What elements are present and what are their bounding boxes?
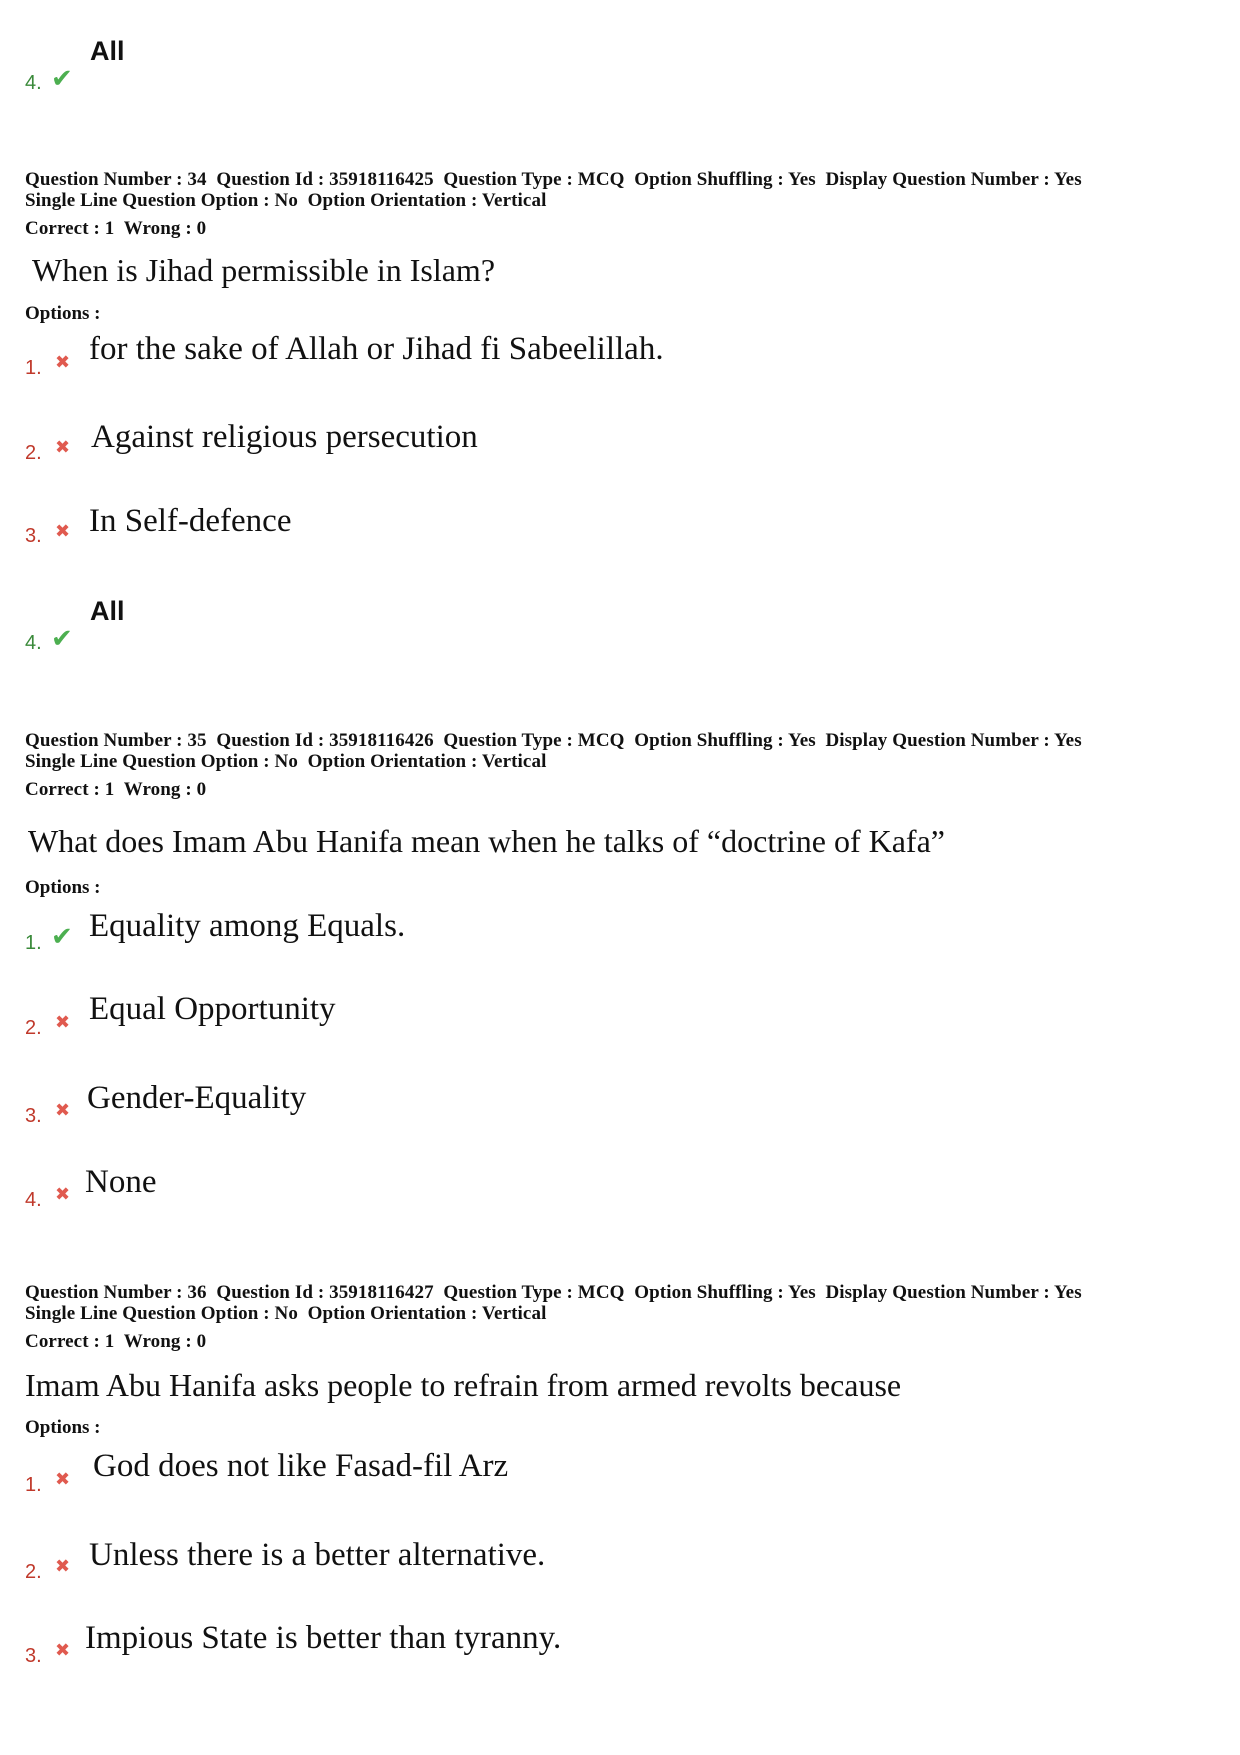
option-number: 1. <box>25 357 42 379</box>
question-marks: Correct : 1 Wrong : 0 <box>25 1331 207 1352</box>
option-number: 1. <box>25 932 42 954</box>
question-meta-line2: Single Line Question Option : No Option Orientation : Vertical <box>25 190 547 211</box>
question-meta-line1: Question Number : 36 Question Id : 35918116427 Question Type : MCQ Option Shuffling : Yes Display Question Number : Yes <box>25 1282 1082 1303</box>
cross-icon: ✖ <box>55 1184 71 1205</box>
options-label: Options : <box>25 877 101 898</box>
option-text: All <box>90 596 125 626</box>
cross-icon: ✖ <box>55 1469 71 1490</box>
option-number: 2. <box>25 442 42 464</box>
option-text: In Self-defence <box>89 503 292 539</box>
option-number: 4. <box>25 1189 42 1211</box>
option-number: 3. <box>25 1645 42 1667</box>
options-label: Options : <box>25 303 101 324</box>
option-text: for the sake of Allah or Jihad fi Sabeelillah. <box>89 331 664 367</box>
option-text: Unless there is a better alternative. <box>89 1537 546 1573</box>
cross-icon: ✖ <box>55 1556 71 1577</box>
option-number: 3. <box>25 525 42 547</box>
option-text: None <box>85 1164 157 1200</box>
cross-icon: ✖ <box>55 1640 71 1661</box>
option-text: Against religious persecution <box>91 419 478 455</box>
question-meta-line2: Single Line Question Option : No Option Orientation : Vertical <box>25 1303 547 1324</box>
option-text: Impious State is better than tyranny. <box>85 1620 562 1656</box>
cross-icon: ✖ <box>55 352 71 373</box>
question-text: Imam Abu Hanifa asks people to refrain from armed revolts because <box>25 1367 902 1403</box>
option-number: 4. <box>25 632 42 654</box>
check-icon: ✔ <box>51 922 73 952</box>
option-text: All <box>90 36 125 66</box>
question-marks: Correct : 1 Wrong : 0 <box>25 779 207 800</box>
option-number: 1. <box>25 1474 42 1496</box>
option-text: God does not like Fasad-fil Arz <box>93 1448 509 1484</box>
question-meta-line1: Question Number : 35 Question Id : 35918116426 Question Type : MCQ Option Shuffling : Yes Display Question Number : Yes <box>25 730 1082 751</box>
cross-icon: ✖ <box>55 437 71 458</box>
option-number: 4. <box>25 72 42 94</box>
option-number: 2. <box>25 1561 42 1583</box>
cross-icon: ✖ <box>55 521 71 542</box>
option-text: Equality among Equals. <box>89 908 406 944</box>
question-marks: Correct : 1 Wrong : 0 <box>25 218 207 239</box>
question-text: What does Imam Abu Hanifa mean when he talks of “doctrine of Kafa” <box>28 823 945 859</box>
check-icon: ✔ <box>51 624 73 654</box>
option-number: 3. <box>25 1105 42 1127</box>
question-meta-line1: Question Number : 34 Question Id : 35918116425 Question Type : MCQ Option Shuffling : Yes Display Question Number : Yes <box>25 169 1082 190</box>
cross-icon: ✖ <box>55 1012 71 1033</box>
option-text: Equal Opportunity <box>89 991 336 1027</box>
option-number: 2. <box>25 1017 42 1039</box>
option-text: Gender-Equality <box>87 1080 307 1116</box>
options-label: Options : <box>25 1417 101 1438</box>
check-icon: ✔ <box>51 64 73 94</box>
question-meta-line2: Single Line Question Option : No Option Orientation : Vertical <box>25 751 547 772</box>
cross-icon: ✖ <box>55 1100 71 1121</box>
question-text: When is Jihad permissible in Islam? <box>32 252 496 288</box>
